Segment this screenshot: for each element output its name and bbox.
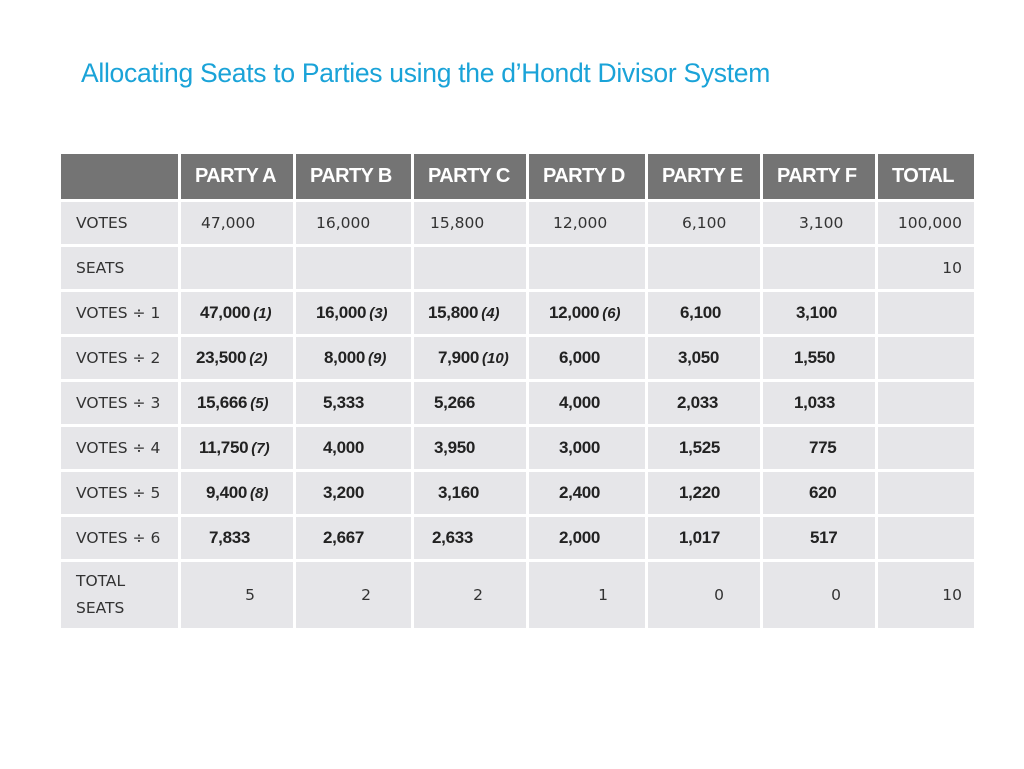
table-cell [648,562,760,628]
row-label: SEATS [61,247,178,289]
table-row [61,337,974,379]
table-cell [529,427,645,469]
cell-value: 6,100 [682,214,727,232]
page-title: Allocating Seats to Parties using the d’Hondt Divisor System [81,58,770,88]
cell-value: 15,800 [430,214,485,232]
cell-value: 3,200 [323,483,365,502]
table-cell [648,517,760,559]
table-cell [648,472,760,514]
allocation-rank: (1) [253,305,272,322]
cell-value: 6,000 [559,348,601,367]
cell-value: 2 [473,586,483,604]
row-label: VOTES ÷ 4 [61,427,178,469]
header-party-f: PARTY F [763,154,875,199]
cell-value: 5,266 [434,393,476,412]
table-cell [414,382,526,424]
table-cell [296,292,411,334]
cell-value: 12,000 [553,214,608,232]
table-cell [648,427,760,469]
cell-value: 0 [831,586,841,604]
cell-value: 0 [714,586,724,604]
table-row [61,472,974,514]
cell-value: 8,000 [324,348,366,367]
table-cell [181,517,293,559]
table-cell [414,337,526,379]
header-party-d: PARTY D [529,154,645,199]
table-row [61,247,974,289]
table-cell [414,292,526,334]
table-cell [181,382,293,424]
table-cell [763,427,875,469]
cell-value: 517 [810,528,838,547]
table-cell [878,292,974,334]
allocation-rank: (5) [250,395,269,412]
cell-value: 3,100 [796,303,838,322]
cell-value: 47,000 [201,214,256,232]
cell-value: 16,000 [316,214,371,232]
table-cell [878,247,974,289]
table-cell [296,562,411,628]
cell-value: 10 [942,259,962,277]
table-cell [878,472,974,514]
table-cell [763,517,875,559]
table-cell [296,382,411,424]
allocation-rank: (8) [250,485,269,502]
cell-value: 1,220 [679,483,721,502]
table-cell [414,427,526,469]
table-cell [763,247,875,289]
table-cell [529,202,645,244]
cell-value: 2,400 [559,483,601,502]
table-cell [763,472,875,514]
cell-value: 1,525 [679,438,721,457]
header-total: TOTAL [878,154,974,199]
table-cell [878,517,974,559]
cell-value: 3,100 [799,214,844,232]
table-cell [529,337,645,379]
table-row [61,202,974,244]
table-cell [878,337,974,379]
table-cell [296,427,411,469]
header-party-c: PARTY C [414,154,526,199]
row-label: VOTES ÷ 3 [61,382,178,424]
header-corner [61,154,178,199]
table-cell [414,472,526,514]
table-cell [763,337,875,379]
table-cell [763,382,875,424]
cell-value: 15,666 [197,393,248,412]
header-row [61,154,974,199]
cell-value: 10 [942,586,962,604]
table-cell [648,382,760,424]
cell-value: 775 [809,438,837,457]
table-cell [878,382,974,424]
table-cell [529,292,645,334]
table-cell [763,202,875,244]
header-party-e: PARTY E [648,154,760,199]
table-row [61,292,974,334]
table-cell [181,337,293,379]
row-label: VOTES [61,202,178,244]
table-cell [181,202,293,244]
table-row [61,517,974,559]
cell-value: 1 [598,586,608,604]
header-party-b: PARTY B [296,154,411,199]
cell-value: 23,500 [196,348,247,367]
table-cell [414,517,526,559]
cell-value: 11,750 [199,438,249,457]
cell-value: 620 [809,483,837,502]
dhondt-table [58,151,977,631]
table-cell [181,427,293,469]
cell-value: 1,550 [794,348,836,367]
table-cell [529,517,645,559]
table-cell [296,337,411,379]
cell-value: 3,950 [434,438,476,457]
row-label: VOTES ÷ 5 [61,472,178,514]
allocation-rank: (3) [369,305,388,322]
table-cell [878,427,974,469]
table-cell [414,562,526,628]
table-cell [296,247,411,289]
table-cell [296,202,411,244]
table-cell [181,292,293,334]
cell-value: 5,333 [323,393,365,412]
allocation-rank: (4) [481,305,500,322]
row-label: VOTES ÷ 6 [61,517,178,559]
table-cell [181,472,293,514]
cell-value: 7,833 [209,528,251,547]
cell-value: 2,667 [323,528,365,547]
table-cell [878,562,974,628]
table-cell [763,562,875,628]
cell-value: 2,000 [559,528,601,547]
table-row [61,382,974,424]
table-cell [529,472,645,514]
table-cell [296,472,411,514]
cell-value: 3,000 [559,438,601,457]
table-cell [763,292,875,334]
row-label: VOTES ÷ 1 [61,292,178,334]
cell-value: 47,000 [200,303,251,322]
cell-value: 3,160 [438,483,480,502]
table-cell [878,202,974,244]
allocation-rank: (10) [482,350,509,367]
table-cell [181,247,293,289]
table-cell [529,247,645,289]
table-cell [648,337,760,379]
cell-value: 1,017 [679,528,721,547]
allocation-rank: (2) [249,350,268,367]
table-cell [414,247,526,289]
cell-value: 4,000 [323,438,365,457]
allocation-rank: (9) [368,350,387,367]
table-cell [529,562,645,628]
cell-value: 2,033 [677,393,719,412]
table-cell [648,202,760,244]
row-label: VOTES ÷ 2 [61,337,178,379]
cell-value: 16,000 [316,303,367,322]
cell-value: 4,000 [559,393,601,412]
table-cell [648,247,760,289]
cell-value: 2 [361,586,371,604]
table-row [61,427,974,469]
table-cell [181,562,293,628]
header-party-a: PARTY A [181,154,293,199]
cell-value: 5 [245,586,255,604]
cell-value: 2,633 [432,528,474,547]
cell-value: 9,400 [206,483,248,502]
table-row [61,562,974,628]
table-cell [529,382,645,424]
cell-value: 3,050 [678,348,720,367]
cell-value: 1,033 [794,393,836,412]
cell-value: 100,000 [897,214,962,232]
allocation-rank: (7) [251,440,270,457]
table-cell [296,517,411,559]
table-cell [414,202,526,244]
table-cell [648,292,760,334]
row-label: TOTAL SEATS [61,562,178,628]
allocation-rank: (6) [602,305,621,322]
cell-value: 15,800 [428,303,479,322]
cell-value: 12,000 [549,303,600,322]
cell-value: 7,900 [438,348,480,367]
cell-value: 6,100 [680,303,722,322]
